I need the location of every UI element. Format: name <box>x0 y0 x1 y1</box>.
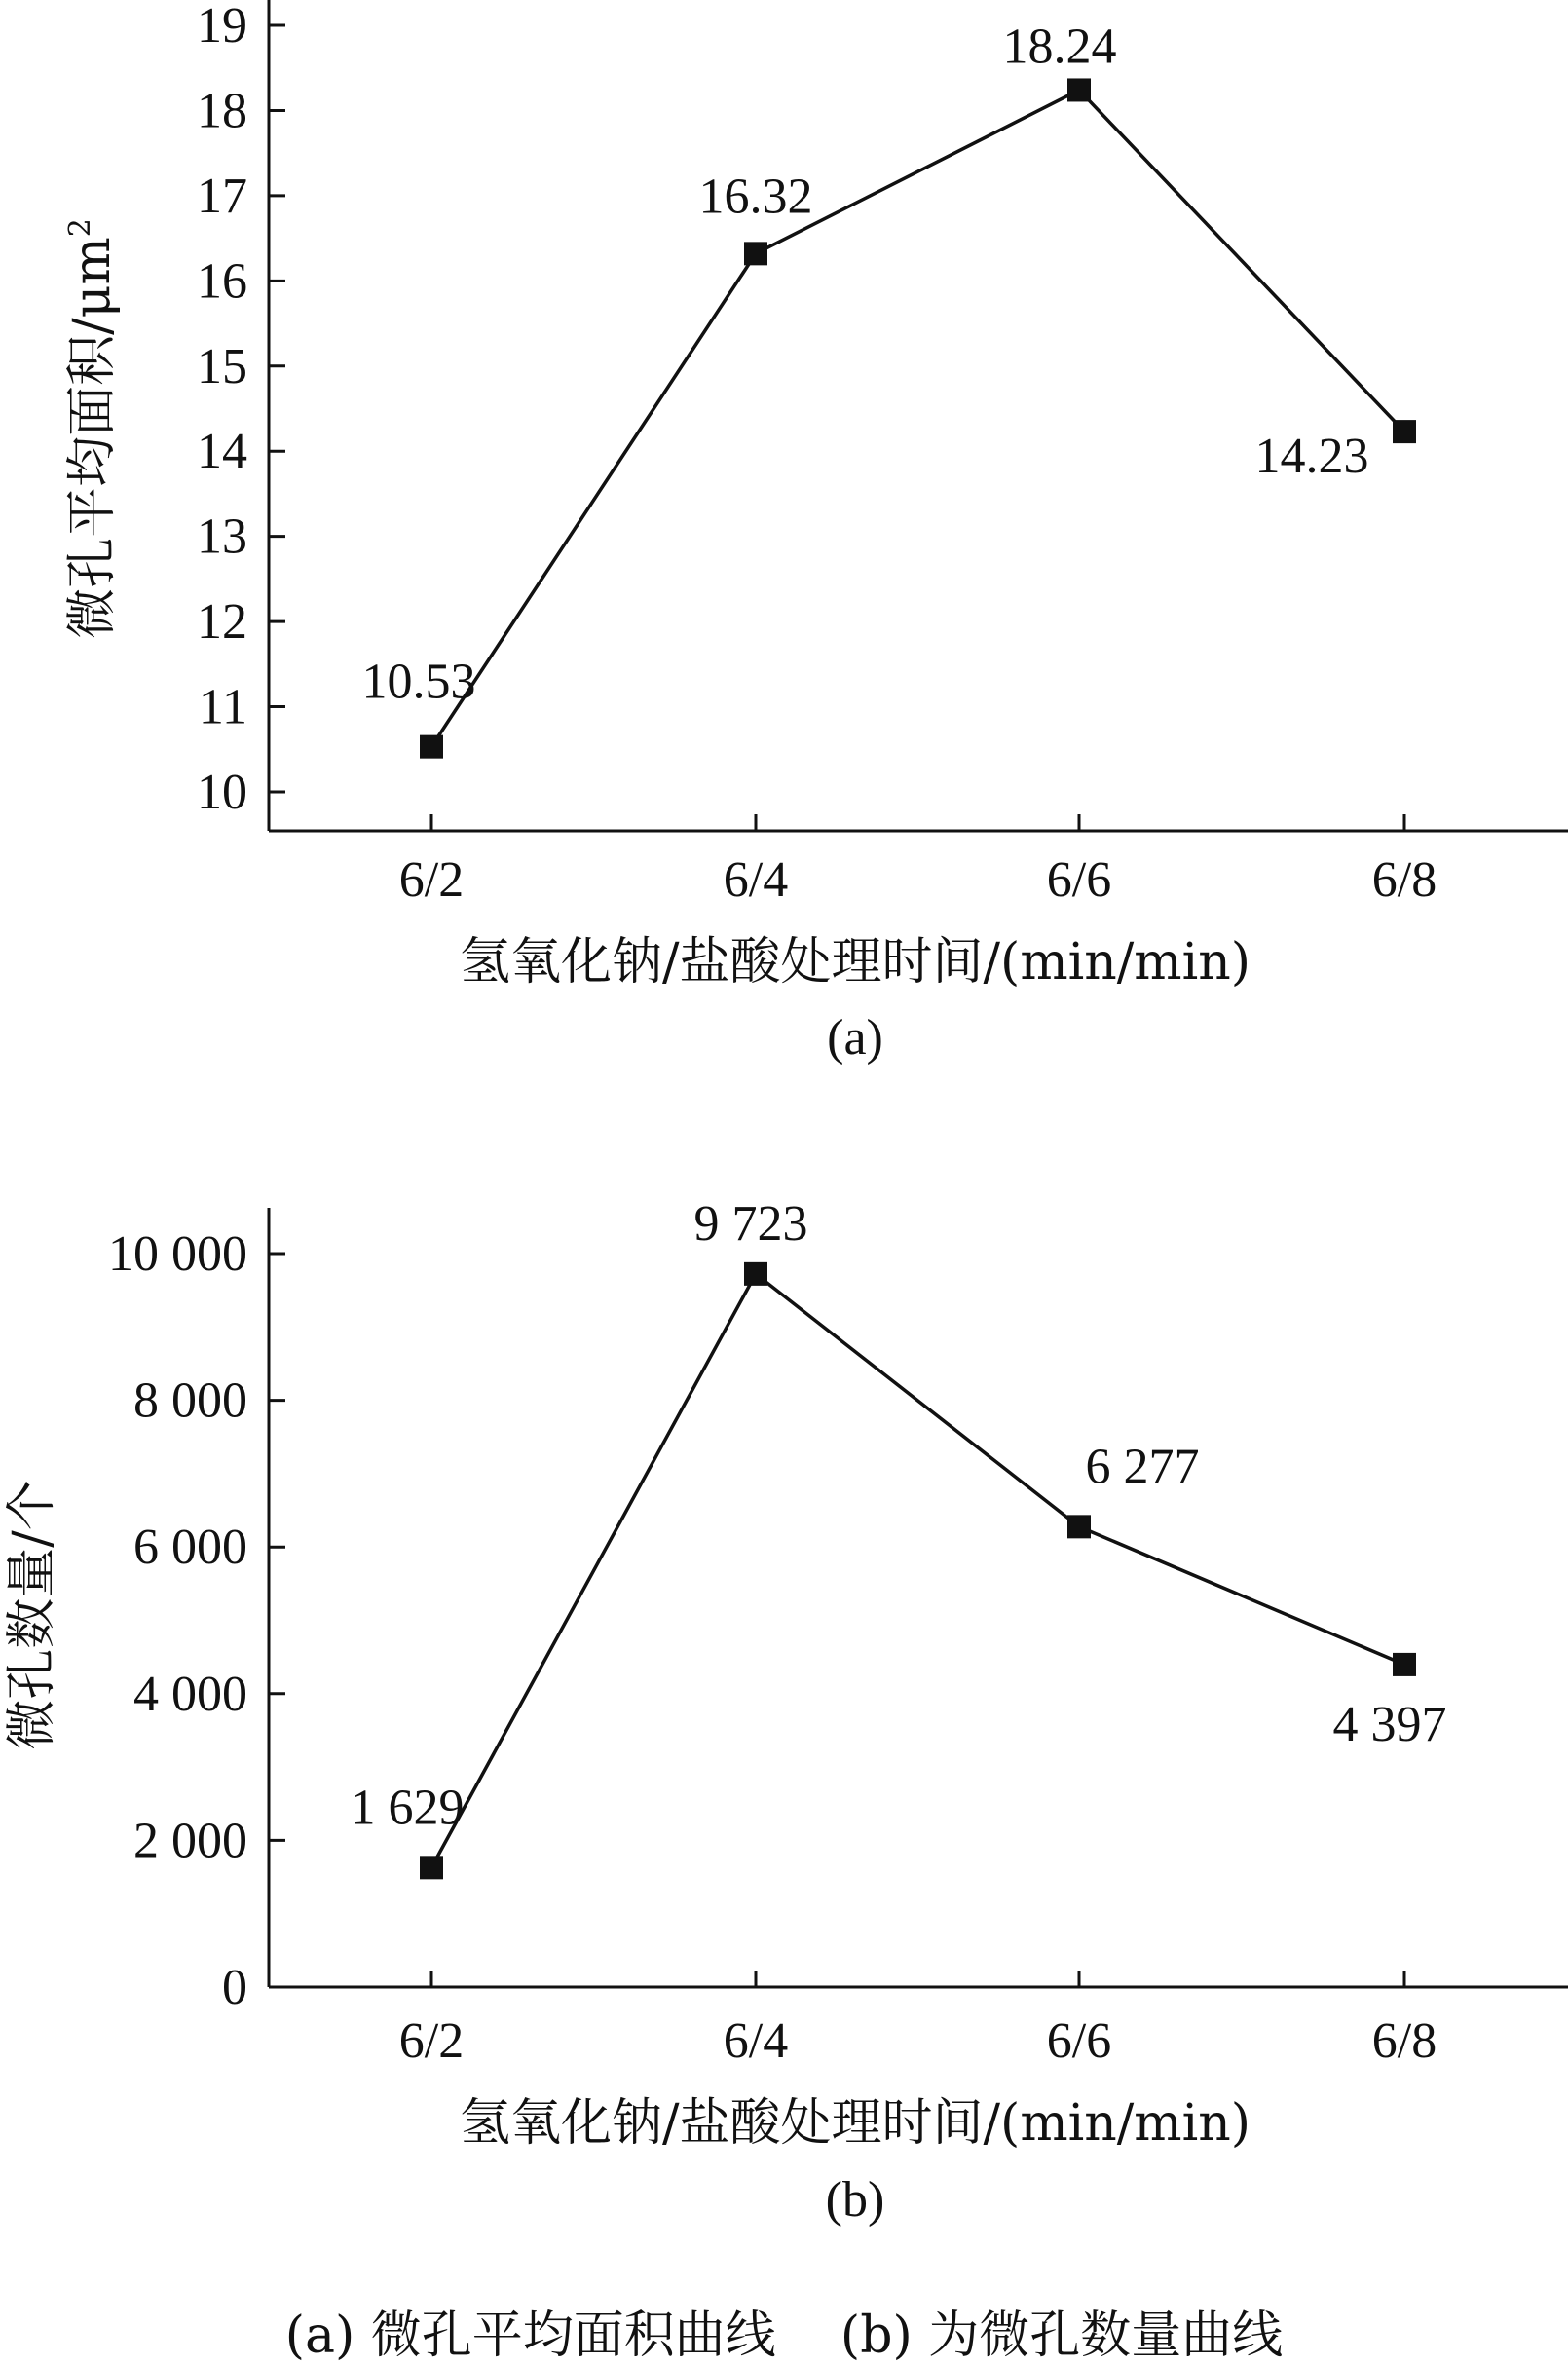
data-label: 9 723 <box>693 1195 808 1252</box>
data-label: 6 277 <box>1085 1439 1200 1495</box>
data-point-marker <box>420 1856 443 1879</box>
chart-panel-a <box>63 0 1568 1066</box>
series-line <box>431 90 1404 746</box>
data-point-marker <box>1067 1515 1091 1538</box>
data-label: 1 629 <box>350 1780 465 1836</box>
y-axis-title: 微孔平均面积$/\mu m^2$ <box>63 218 122 639</box>
y-tick-label: 16 <box>197 253 247 310</box>
x-axis-title: 氢氧化钠/盐酸处理时间/(min/min) <box>460 933 1251 992</box>
data-label: 18.24 <box>1002 19 1117 75</box>
y-tick-label: 12 <box>197 594 247 651</box>
y-tick-label: 6 000 <box>133 1520 247 1576</box>
y-tick-label: 14 <box>197 424 247 480</box>
data-label: 16.32 <box>698 169 813 225</box>
y-axis-title: 微孔数量/个 <box>3 1480 61 1750</box>
data-point-marker <box>1393 1653 1416 1676</box>
panel-label: (a) <box>827 1010 883 1066</box>
x-tick-label: 6/6 <box>1046 852 1112 908</box>
y-axis-title-superscript: 2 <box>63 218 97 238</box>
y-tick-label: 10 000 <box>108 1226 247 1282</box>
y-tick-label: 4 000 <box>133 1666 247 1722</box>
y-tick-label: 17 <box>197 168 247 224</box>
data-point-marker <box>744 242 767 265</box>
x-axis-title: 氢氧化钠/盐酸处理时间/(min/min) <box>460 2094 1251 2153</box>
y-tick-label: 19 <box>197 0 247 54</box>
x-tick-label: 6/8 <box>1371 2013 1437 2069</box>
data-label: 10.53 <box>361 654 476 710</box>
chart-panel-b <box>3 1196 1568 2228</box>
y-tick-label: 18 <box>197 83 247 139</box>
y-tick-label: 8 000 <box>133 1372 247 1429</box>
data-point-marker <box>1393 420 1416 443</box>
data-label: 14.23 <box>1254 429 1369 485</box>
data-point-marker <box>744 1262 767 1286</box>
y-tick-label: 2 000 <box>133 1813 247 1869</box>
y-tick-label: 11 <box>198 679 247 735</box>
y-tick-label: 0 <box>222 1960 247 2015</box>
x-tick-label: 6/2 <box>398 2013 465 2069</box>
figure-caption: (a) 微孔平均面积曲线 (b) 为微孔数量曲线 <box>284 2307 1284 2365</box>
x-tick-label: 6/8 <box>1371 852 1437 908</box>
y-tick-label: 15 <box>197 338 247 394</box>
data-label: 4 397 <box>1332 1696 1447 1752</box>
x-tick-label: 6/4 <box>723 852 789 908</box>
y-tick-label: 13 <box>197 508 247 565</box>
x-tick-label: 6/4 <box>723 2013 789 2069</box>
panel-label: (b) <box>825 2172 885 2228</box>
y-tick-label: 10 <box>197 765 247 820</box>
series-line <box>431 1274 1404 1867</box>
x-tick-label: 6/6 <box>1046 2013 1112 2069</box>
data-point-marker <box>1067 78 1091 101</box>
data-point-marker <box>420 735 443 759</box>
x-tick-label: 6/2 <box>398 852 465 908</box>
